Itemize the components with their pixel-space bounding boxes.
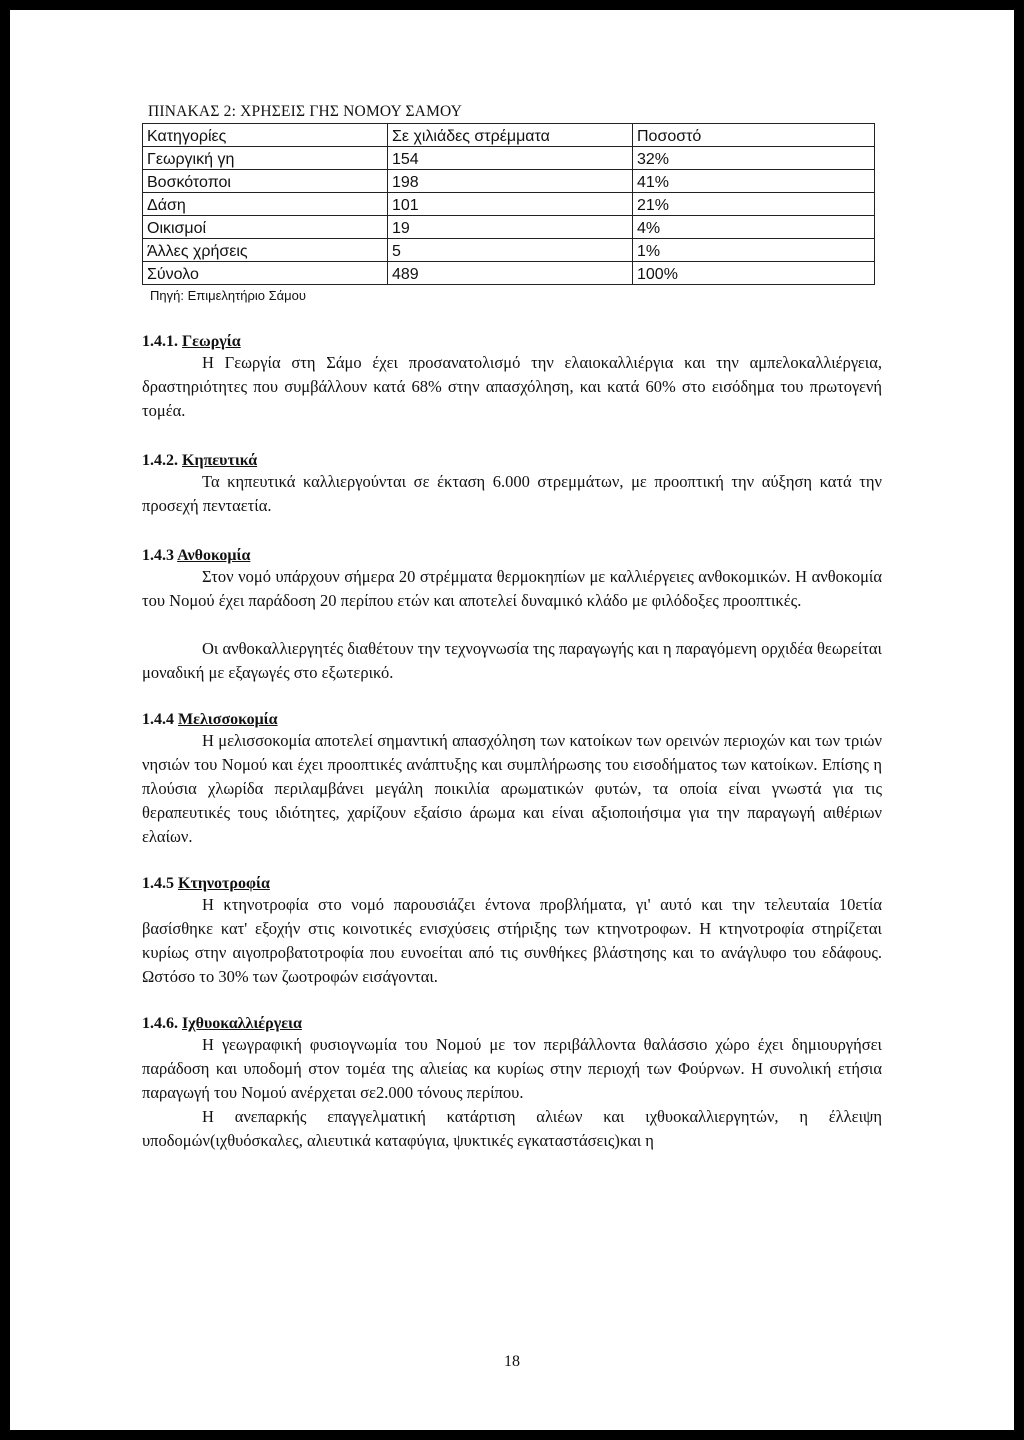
section-paragraph: Η κτηνοτροφία στο νομό παρουσιάζει έντονα προβλήματα, γι' αυτό και την τελευταία 10ετία βασίσθηκε κατ' εξοχήν στις κοινοτικές ενισχύσεις στήριξης των κτηνοτροφων. Η κτηνοτροφία στηρίζεται κυρίως στην αιγοπροβατοτροφία που ευνοείται από τις συνθήκες βλάστησης και το ανάγλυφο του εδάφους. Ωστόσο το 30% των ζωοτροφών εισάγονται. bbox=[142, 895, 882, 986]
section-paragraph: Η Γεωργία στη Σάμο έχει προσανατολισμό την ελαιοκαλλιέργια και την αμπελοκαλλιέργεια, δραστηριότητες που συμβάλλουν κατά 68% στην απασχόληση, και κατά 60% στο εισόδημα του πρωτογενή τομέα. bbox=[142, 353, 882, 420]
section-vegetables bbox=[142, 452, 882, 518]
table-source: Πηγή: Επιμελητήριο Σάμου bbox=[150, 288, 306, 303]
table-cell: 21% bbox=[633, 193, 875, 216]
section-number: 1.4.4 bbox=[142, 711, 174, 728]
header-cell: Κατηγορίες bbox=[143, 124, 388, 147]
section-number: 1.4.1. bbox=[142, 333, 178, 350]
table-cell: Άλλες χρήσεις bbox=[143, 239, 388, 262]
section-paragraph: Η γεωγραφική φυσιογνωμία του Νομού με τον περιβάλλοντα θαλάσσιο χώρο έχει δημιουργήσει παράδοση και υποδομή στον τομέα της αλιείας κα κυρίως στην περιοχή των Φούρνων. Η συνολική ετήσια παραγωγή του Νομού ανέρχεται σε2.000 τόνους περίπου. bbox=[142, 1035, 882, 1102]
section-paragraph: Στον νομό υπάρχουν σήμερα 20 στρέμματα θερμοκηπίων με καλλιέργειες ανθοκομικών. Η ανθοκομία του Νομού έχει παράδοση 20 περίπου ετών και αποτελεί δυναμικό κλάδο με φιλόδοξες προοπτικές. bbox=[142, 567, 882, 610]
section-heading bbox=[142, 875, 882, 893]
table-cell: Βοσκότοποι bbox=[143, 170, 388, 193]
section-floriculture bbox=[142, 547, 882, 685]
table-row bbox=[143, 239, 875, 262]
section-paragraph: Οι ανθοκαλλιεργητές διαθέτουν την τεχνογνωσία της παραγωγής και η παραγόμενη ορχιδέα θεωρείται μοναδική με εξαγωγές στο εξωτερικό. bbox=[142, 639, 882, 682]
section-livestock bbox=[142, 875, 882, 989]
section-paragraph: Τα κηπευτικά καλλιεργούνται σε έκταση 6.000 στρεμμάτων, με προοπτική την αύξηση κατά την προσεχή πενταετία. bbox=[142, 472, 882, 515]
header-cell: Σε χιλιάδες στρέμματα bbox=[388, 124, 633, 147]
table-cell: 4% bbox=[633, 216, 875, 239]
section-fish-farming bbox=[142, 1015, 882, 1153]
section-title: Ανθοκομία bbox=[177, 547, 251, 564]
section-heading bbox=[142, 1015, 882, 1033]
section-title: Γεωργία bbox=[182, 333, 241, 350]
section-paragraph: Η ανεπαρκής επαγγελματική κατάρτιση αλιέων και ιχθυοκαλλιεργητών, η έλλειψη υποδομών(ιχθυόσκαλες, αλιευτικά καταφύγια, ψυκτικές εγκαταστάσεις)και η bbox=[142, 1107, 882, 1150]
table-title: ΠΙΝΑΚΑΣ 2: ΧΡΗΣΕΙΣ ΓΗΣ ΝΟΜΟΥ ΣΑΜΟΥ bbox=[148, 103, 463, 120]
section-number: 1.4.5 bbox=[142, 875, 174, 892]
table-row bbox=[143, 170, 875, 193]
table-cell: 32% bbox=[633, 147, 875, 170]
section-number: 1.4.3 bbox=[142, 547, 174, 564]
table-row bbox=[143, 193, 875, 216]
table-cell: Γεωργική γη bbox=[143, 147, 388, 170]
table-cell: 198 bbox=[388, 170, 633, 193]
table-cell: 19 bbox=[388, 216, 633, 239]
table-cell: 154 bbox=[388, 147, 633, 170]
table-cell: 1% bbox=[633, 239, 875, 262]
table-cell: Σύνολο bbox=[143, 262, 388, 285]
table-header-row bbox=[143, 124, 875, 147]
section-number: 1.4.6. bbox=[142, 1015, 178, 1032]
section-agriculture bbox=[142, 333, 882, 423]
table-cell: 101 bbox=[388, 193, 633, 216]
table-cell: Οικισμοί bbox=[143, 216, 388, 239]
section-title: Ιχθυοκαλλιέργεια bbox=[182, 1015, 302, 1032]
document-page bbox=[10, 10, 1014, 1430]
page-number: 18 bbox=[504, 1353, 520, 1370]
table-cell: 41% bbox=[633, 170, 875, 193]
section-number: 1.4.2. bbox=[142, 452, 178, 469]
section-title: Κτηνοτροφία bbox=[178, 875, 270, 892]
section-title: Κηπευτικά bbox=[182, 452, 258, 469]
table-row bbox=[143, 147, 875, 170]
section-beekeeping bbox=[142, 711, 882, 849]
table-cell: Δάση bbox=[143, 193, 388, 216]
table-cell: 5 bbox=[388, 239, 633, 262]
header-cell: Ποσοστό bbox=[633, 124, 875, 147]
section-heading bbox=[142, 547, 882, 565]
page-content bbox=[142, 103, 882, 1153]
section-heading bbox=[142, 333, 882, 351]
table-row bbox=[143, 216, 875, 239]
land-use-table bbox=[142, 123, 875, 285]
table-total-row bbox=[143, 262, 875, 285]
section-paragraph: Η μελισσοκομία αποτελεί σημαντική απασχόληση των κατοίκων των ορεινών περιοχών και των τριών νησιών του Νομού και έχει προοπτικές ανάπτυξης και συμπλήρωσης του εισοδήματος των κατοίκων. Επίσης η πλούσια χλωρίδα περιλαμβάνει μεγάλη ποικιλία αρωματικών φυτών, τα οποία είναι γνωστά για τις θεραπευτικές τους ιδιότητες, χαρίζουν εξαίσιο άρωμα και είναι αξιοποιήσιμα για την παραγωγή αιθέριων ελαίων. bbox=[142, 731, 882, 846]
section-heading bbox=[142, 711, 882, 729]
section-heading bbox=[142, 452, 882, 470]
table-cell: 100% bbox=[633, 262, 875, 285]
table-cell: 489 bbox=[388, 262, 633, 285]
section-title: Μελισσοκομία bbox=[178, 711, 278, 728]
